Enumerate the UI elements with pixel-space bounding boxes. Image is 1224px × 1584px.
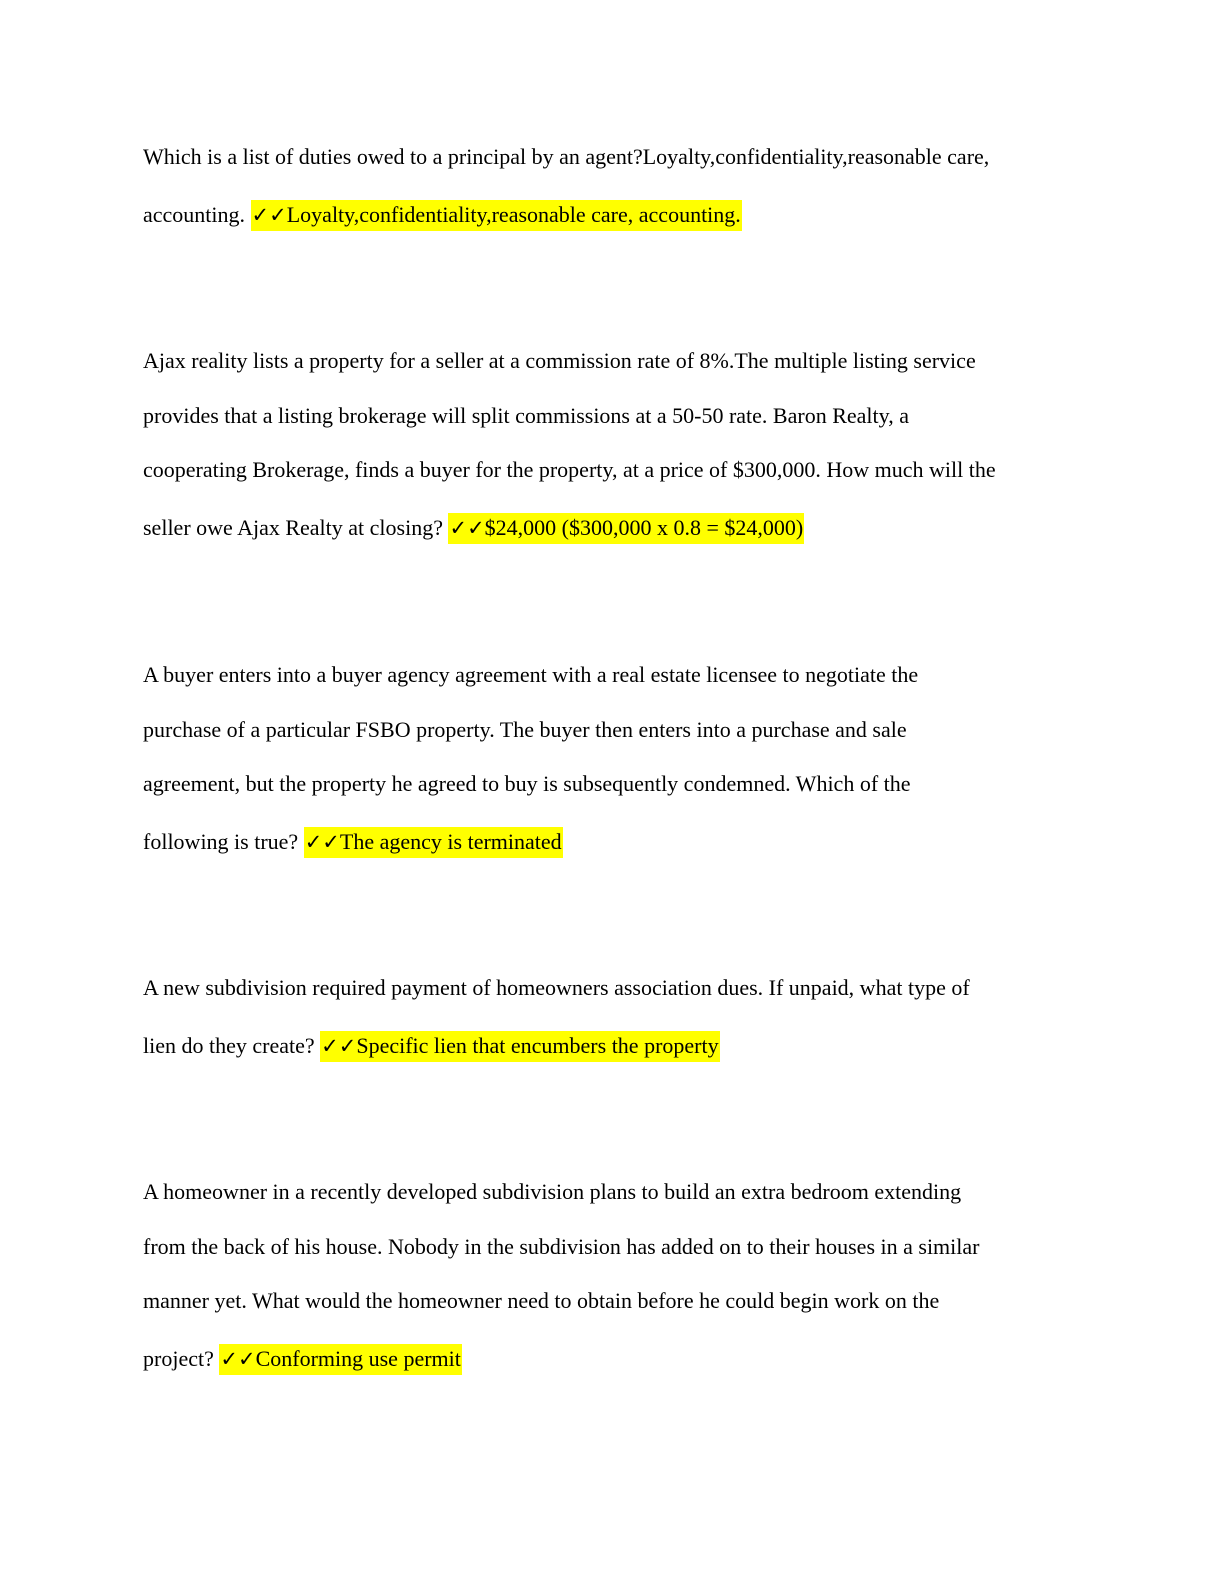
answer-highlight	[251, 200, 742, 231]
question-line: purchase of a particular FSBO property. The buyer then enters into a purchase and sale	[143, 717, 907, 742]
answer-text: The agency is terminated	[339, 829, 562, 854]
double-check-icon: ✓✓	[251, 203, 287, 227]
double-check-icon: ✓✓	[304, 830, 340, 854]
question-line: Which is a list of duties owed to a principal by an agent?Loyalty,confidentiality,reasonable care,	[143, 144, 990, 169]
double-check-icon: ✓✓	[220, 1347, 256, 1371]
question-line: agreement, but the property he agreed to buy is subsequently condemned. Which of the	[143, 771, 911, 796]
answer-text: Conforming use permit	[255, 1346, 461, 1371]
question-line	[143, 827, 563, 857]
question-line: A homeowner in a recently developed subdivision plans to build an extra bedroom extending	[143, 1179, 962, 1204]
question-line	[143, 513, 804, 543]
question-line	[143, 1031, 720, 1061]
question-line	[143, 1344, 462, 1374]
question-line: provides that a listing brokerage will split commissions at a 50-50 rate. Baron Realty, a	[143, 403, 909, 428]
double-check-icon: ✓✓	[449, 516, 485, 540]
answer-text: Loyalty,confidentiality,reasonable care, accounting.	[286, 202, 741, 227]
question-line: A new subdivision required payment of homeowners association dues. If unpaid, what type of	[143, 975, 970, 1000]
answer-highlight	[448, 513, 804, 544]
double-check-icon: ✓✓	[321, 1034, 357, 1058]
question-text: lien do they create?	[143, 1033, 321, 1058]
question-line: from the back of his house. Nobody in the subdivision has added on to their houses in a similar	[143, 1234, 980, 1259]
answer-highlight	[320, 1031, 719, 1062]
question-line: manner yet. What would the homeowner need to obtain before he could begin work on the	[143, 1288, 940, 1313]
question-line: Ajax reality lists a property for a seller at a commission rate of 8%.The multiple listing service	[143, 348, 976, 373]
question-text: project?	[143, 1346, 220, 1371]
answer-text: Specific lien that encumbers the property	[356, 1033, 719, 1058]
answer-highlight	[219, 1344, 462, 1375]
question-text: seller owe Ajax Realty at closing?	[143, 515, 449, 540]
question-line	[143, 200, 742, 230]
question-line: A buyer enters into a buyer agency agreement with a real estate licensee to negotiate the	[143, 662, 919, 687]
question-line: cooperating Brokerage, finds a buyer for the property, at a price of $300,000. How much will the	[143, 457, 996, 482]
answer-text: $24,000 ($300,000 x 0.8 = $24,000)	[484, 515, 804, 540]
question-text: accounting.	[143, 202, 251, 227]
question-text: following is true?	[143, 829, 304, 854]
answer-highlight	[304, 827, 563, 858]
